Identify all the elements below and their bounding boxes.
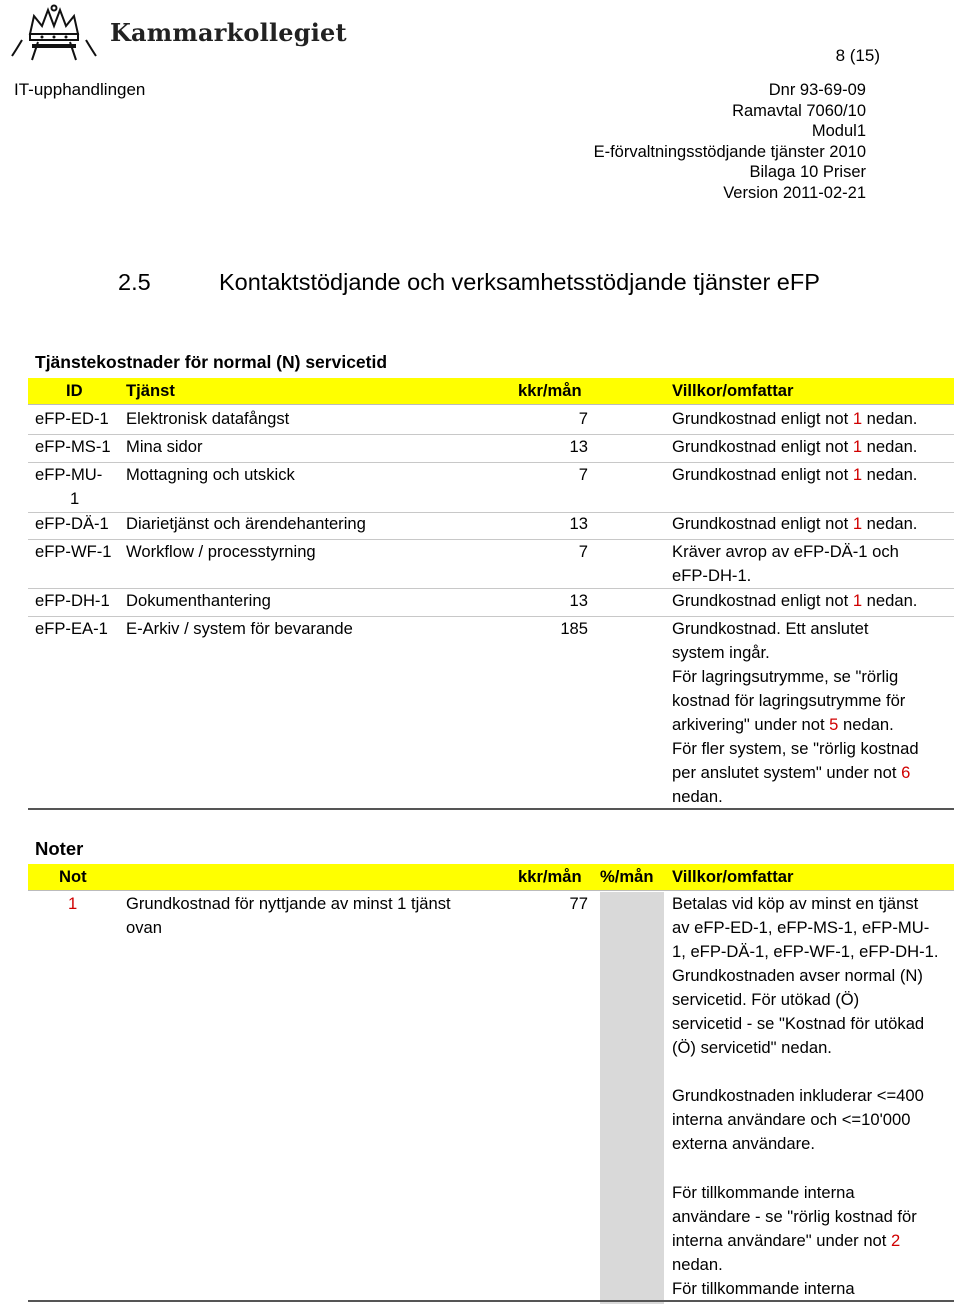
row-terms: Grundkostnad enligt not 1 nedan. <box>672 437 918 456</box>
kammarkollegiet-logo <box>8 4 347 62</box>
row-terms-cont: eFP-DH-1. <box>672 566 752 585</box>
row-terms: Grundkostnad enligt not 1 nedan. <box>672 465 918 484</box>
note-terms-cont: externa användare. <box>672 1134 815 1153</box>
row-service: Elektronisk datafångst <box>126 409 290 428</box>
row-id: eFP-MU- <box>35 465 103 484</box>
note-terms-cont: För tillkommande interna <box>672 1183 855 1202</box>
note-terms-cont: servicetid - se "Kostnad för utökad <box>672 1014 925 1033</box>
row-service: Workflow / processtyrning <box>126 542 316 561</box>
document-meta-block <box>594 80 866 203</box>
note-ref: 1 <box>852 465 863 484</box>
col-price: kkr/mån <box>518 381 582 400</box>
note-terms: Betalas vid köp av minst en tjänst <box>672 894 919 913</box>
row-terms-cont: per anslutet system" under not 6 <box>672 763 911 782</box>
row-terms: Grundkostnad enligt not 1 nedan. <box>672 514 918 533</box>
note-desc-cont: ovan <box>126 918 162 937</box>
note-desc: Grundkostnad för nyttjande av minst 1 tjänst <box>126 894 451 913</box>
crown-icon <box>8 4 100 62</box>
note-terms-cont: (Ö) servicetid" nedan. <box>672 1038 832 1057</box>
program-line: E-förvaltningsstödjande tjänster 2010 <box>593 142 866 161</box>
row-terms-cont: system ingår. <box>672 643 770 662</box>
note-terms-cont: servicetid. För utökad (Ö) <box>672 990 860 1009</box>
row-id: eFP-MS-1 <box>35 437 111 456</box>
note-terms-cont: interna användare" under not 2 <box>672 1231 901 1250</box>
section-heading: Kontaktstödjande och verksamhetsstödjande tjänster eFP <box>219 269 820 295</box>
note-ref: 1 <box>852 409 863 428</box>
row-service: Dokumenthantering <box>126 591 271 610</box>
row-terms: Grundkostnad. Ett anslutet <box>672 619 869 638</box>
note-terms-cont: av eFP-ED-1, eFP-MS-1, eFP-MU- <box>672 918 930 937</box>
section-number: 2.5 <box>118 269 151 295</box>
modul-line: Modul1 <box>811 122 866 140</box>
row-terms-cont: nedan. <box>672 787 723 806</box>
col-percent: %/mån <box>600 867 654 886</box>
note-terms-cont: interna användare och <=10'000 <box>672 1110 911 1129</box>
row-service: Mina sidor <box>126 437 203 456</box>
note-number: 1 <box>68 894 78 913</box>
note-ref: 1 <box>852 514 863 533</box>
row-service: E-Arkiv / system för bevarande <box>126 619 353 638</box>
row-terms-cont: För fler system, se "rörlig kostnad <box>672 739 919 758</box>
dnr-line: Dnr 93-69-09 <box>768 81 866 99</box>
page-number: 8 (15) <box>835 46 880 65</box>
col-id: ID <box>66 381 83 400</box>
notes-heading: Noter <box>35 838 84 859</box>
row-id: eFP-DH-1 <box>35 591 110 610</box>
row-terms-cont: kostnad för lagringsutrymme för <box>672 691 906 710</box>
col-service: Tjänst <box>126 381 175 400</box>
note-ref: 6 <box>901 763 911 782</box>
row-terms: Kräver avrop av eFP-DÄ-1 och <box>672 542 899 561</box>
notes-header-row <box>28 864 954 891</box>
row-price: 13 <box>569 591 588 610</box>
note-terms-cont: För tillkommande interna <box>672 1279 855 1298</box>
services-heading: Tjänstekostnader för normal (N) servicetid <box>35 352 388 372</box>
row-id: eFP-EA-1 <box>35 619 108 638</box>
row-terms: Grundkostnad enligt not 1 nedan. <box>672 591 918 610</box>
bilaga-line: Bilaga 10 Priser <box>749 163 866 181</box>
note-price: 77 <box>569 894 588 913</box>
note-terms-cont: Grundkostnaden avser normal (N) <box>672 966 923 985</box>
col-not: Not <box>59 867 87 886</box>
row-price: 13 <box>569 437 588 456</box>
note-ref: 1 <box>852 437 863 456</box>
note-terms-cont: användare - se "rörlig kostnad för <box>672 1207 917 1226</box>
row-terms-cont: arkivering" under not 5 nedan. <box>672 715 894 734</box>
col-price: kkr/mån <box>518 867 582 886</box>
note-terms-cont: nedan. <box>672 1255 723 1274</box>
note-ref: 2 <box>891 1231 901 1250</box>
ramavtal-line: Ramavtal 7060/10 <box>732 101 866 120</box>
row-price: 7 <box>578 409 588 428</box>
note-ref: 1 <box>852 591 863 610</box>
row-id: eFP-WF-1 <box>35 542 112 561</box>
row-id-cont: 1 <box>70 489 80 508</box>
document-left-title: IT-upphandlingen <box>14 80 146 99</box>
row-terms: Grundkostnad enligt not 1 nedan. <box>672 409 918 428</box>
note-terms-cont: Grundkostnaden inkluderar <=400 <box>672 1086 924 1105</box>
note-terms-cont: 1, eFP-DÄ-1, eFP-WF-1, eFP-DH-1. <box>672 942 939 961</box>
row-price: 7 <box>578 465 588 484</box>
percent-cell-shade <box>600 892 664 1304</box>
col-terms: Villkor/omfattar <box>672 867 794 886</box>
services-header-row <box>28 378 954 405</box>
row-service: Mottagning och utskick <box>126 465 295 484</box>
row-service: Diarietjänst och ärendehantering <box>126 514 366 533</box>
logo-text: Kammarkollegiet <box>110 18 347 47</box>
row-price: 13 <box>569 514 588 533</box>
row-price: 7 <box>578 542 588 561</box>
row-id: eFP-DÄ-1 <box>35 514 109 533</box>
row-price: 185 <box>560 619 588 638</box>
col-terms: Villkor/omfattar <box>672 381 794 400</box>
row-id: eFP-ED-1 <box>35 409 109 428</box>
row-terms-cont: För lagringsutrymme, se "rörlig <box>672 667 899 686</box>
note-ref: 5 <box>829 715 839 734</box>
version-line: Version 2011-02-21 <box>723 183 866 202</box>
